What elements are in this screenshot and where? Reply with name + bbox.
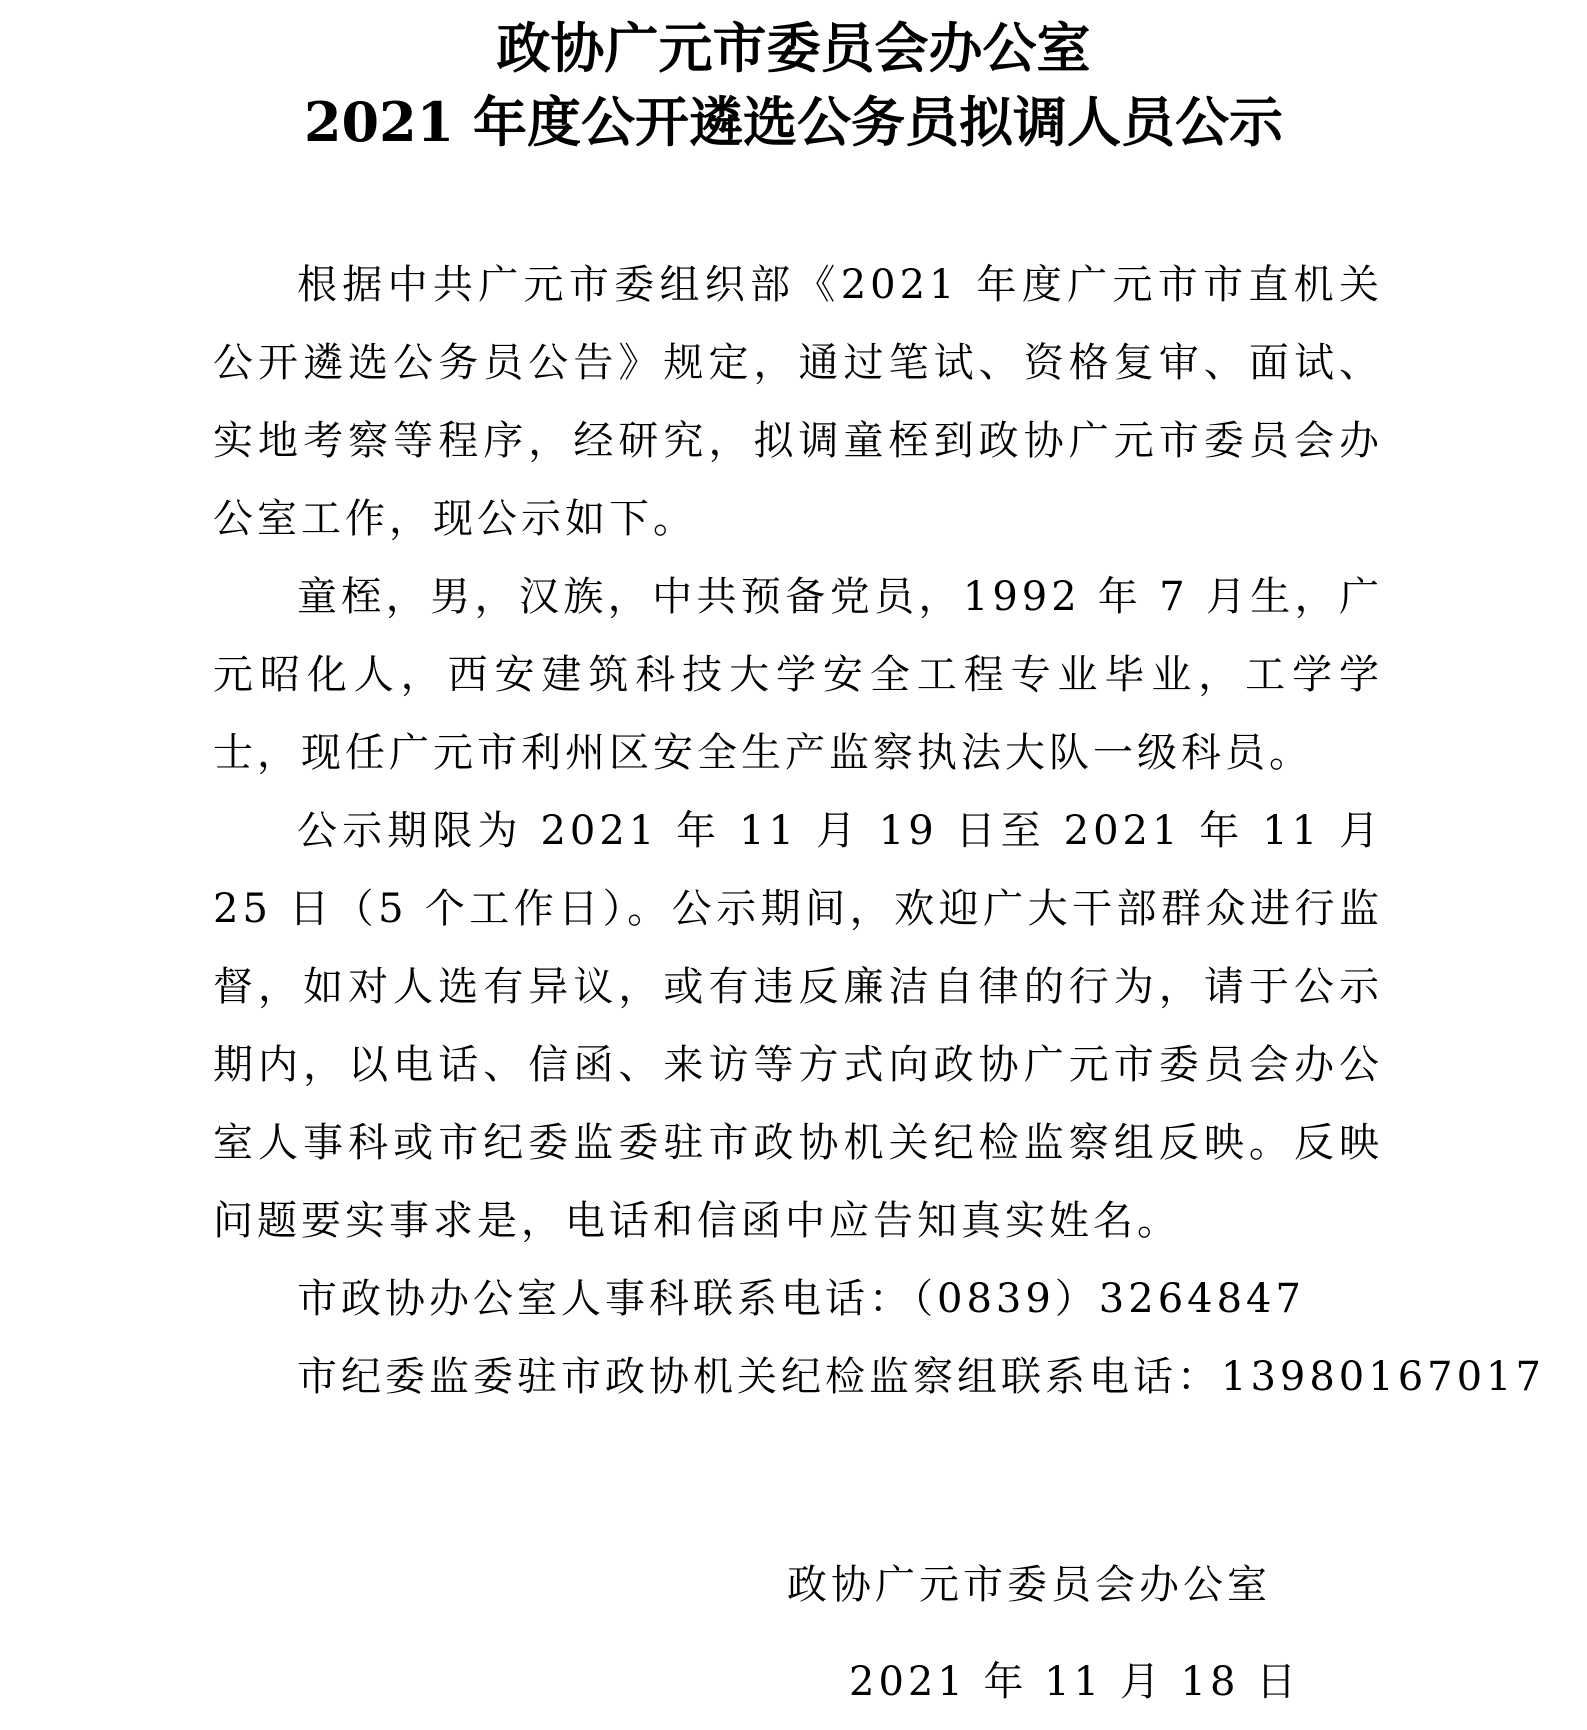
contact-discipline-phone: 市纪委监委驻市政协机关纪检监察组联系电话：13980167017 [297, 1354, 1545, 1400]
document-title-line-1: 政协广元市委员会办公室 [496, 16, 1091, 80]
paragraph-candidate-profile: 童桎，男，汉族，中共预备党员，1992 年 7 月生，广元昭化人，西安建筑科技大学安全工程专业毕业，工学学士，现任广元市利州区安全生产监察执法大队一级科员。 [213, 574, 1383, 776]
document-body [213, 246, 1545, 1416]
signature-date: 2021 年 11 月 18 日 [849, 1659, 1301, 1705]
contact-hr-phone: 市政协办公室人事科联系电话：（0839）3264847 [297, 1276, 1305, 1322]
paragraph-publicity-period: 公示期限为 2021 年 11 月 19 日至 2021 年 11 月 25 日（5 个工作日）。公示期间，欢迎广大干部群众进行监督，如对人选有异议，或有违反廉洁自律的行为，请于公示期内，以电话、信函、来访等方式向政协广元市委员会办公室人事科或市纪委监委驻市政协机关纪检监察组反映。反映问题要实事求是，电话和信函中应告知真实姓名。 [213, 808, 1383, 1244]
paragraph-selection-basis: 根据中共广元市委组织部《2021 年度广元市市直机关公开遴选公务员公告》规定，通过笔试、资格复审、面试、实地考察等程序，经研究，拟调童桎到政协广元市委员会办公室工作，现公示如下。 [213, 262, 1383, 542]
document-title-line-2: 2021 年度公开遴选公务员拟调人员公示 [303, 90, 1284, 154]
signature-organization: 政协广元市委员会办公室 [787, 1562, 1271, 1608]
